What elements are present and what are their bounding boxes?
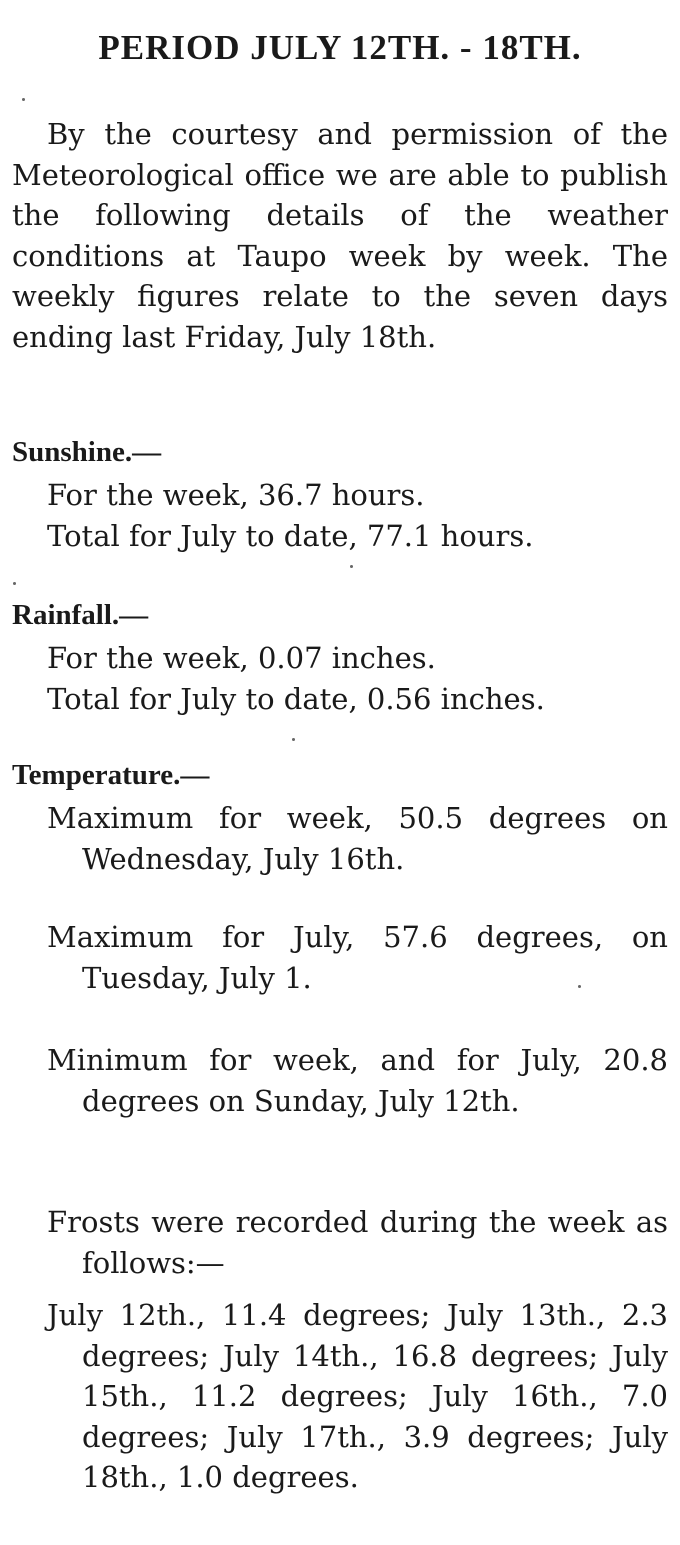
rainfall-heading: Rainfall.— (12, 599, 149, 631)
print-speck (350, 565, 353, 568)
temperature-min-week: Minimum for week, and for July, 20.8 degrees on Sunday, July 12th. (47, 1043, 668, 1118)
frosts-list: July 12th., 11.4 degrees; July 13th., 2.3 degrees; July 14th., 16.8 degrees; July 15th., 11.2 degrees; July 16th., 7.0 degrees; July 17th., 3.9 degrees; July 18th., 1.0 degrees. (47, 1298, 668, 1494)
article-title: PERIOD JULY 12TH. - 18TH. (98, 28, 582, 67)
rainfall-week: For the week, 0.07 inches. (47, 641, 436, 675)
sunshine-heading: Sunshine.— (12, 436, 162, 468)
intro-paragraph: By the courtesy and permission of the Meteorological office we are able to publish the following details of the weather conditions at Taupo week by week. The weekly figures relate to the seven days ending last Friday, July 18th. (12, 117, 668, 354)
temperature-max-week: Maximum for week, 50.5 degrees on Wednesday, July 16th. (47, 801, 668, 876)
frosts-intro: Frosts were recorded during the week as follows:— (47, 1205, 668, 1280)
print-speck (578, 985, 581, 988)
print-speck (292, 738, 295, 741)
print-speck (13, 582, 16, 585)
print-speck (22, 98, 25, 101)
rainfall-total: Total for July to date, 0.56 inches. (47, 682, 545, 716)
sunshine-week: For the week, 36.7 hours. (47, 478, 425, 512)
temperature-max-july: Maximum for July, 57.6 degrees, on Tuesday, July 1. (47, 920, 668, 995)
temperature-heading: Temperature.— (12, 759, 210, 791)
sunshine-total: Total for July to date, 77.1 hours. (47, 519, 534, 553)
